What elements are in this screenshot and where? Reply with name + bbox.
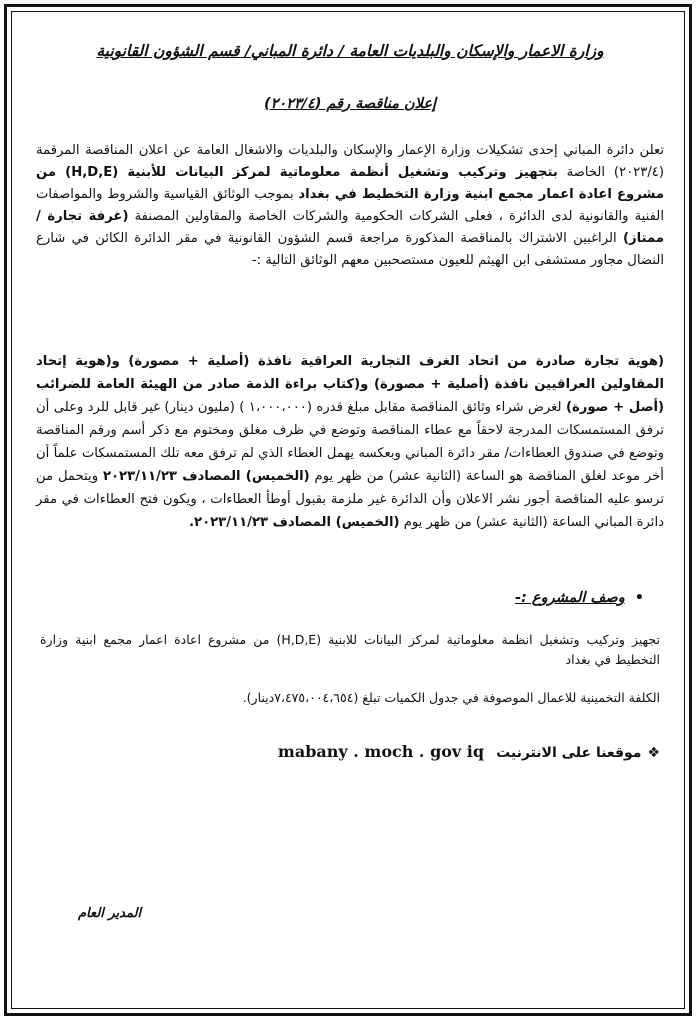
docs-bold-2: (الخميس) المصادف ٢٠٢٣/١١/٢٣ bbox=[102, 469, 310, 484]
docs-text-2: ويتحمل من ترسو عليه المناقصة أجور نشر الاعلان وأن الدائرة غير ملزمة بقبول أوطأ العطاءات ، ويكون فتح العطاءات في مقر دائرة المباني الساعة (الثانية عشر) من ظهر يوم bbox=[36, 469, 664, 530]
tender-title: إعلان مناقصة رقم (٢٠٢٣/٤) bbox=[263, 96, 437, 112]
docs-bold-3: (الخميس) المصادف ٢٠٢٣/١١/٢٣. bbox=[189, 515, 400, 530]
docs-text-1: لغرض شراء وثائق المناقصة مقابل مبلغ قدره (١،٠٠٠،٠٠٠ ) (مليون دينار) غير قابل للرد وعلى أن ترفق المستمسكات المدرجة لاحقاً مع عطاء المناقصة وتوضع في ظرف مغلق ومختوم مع ذكر أسم ورقم المناقصة وتوضع في صندوق العطاءات/ مقر دائرة المباني وبعكسه يهمل العطاء الذي لم ترفق معه تلك المستمسكات علماً أن أخر موعد لغلق المناقصة هو الساعة (الثانية عشر) من ظهر يوم bbox=[36, 400, 664, 484]
ministry-header: وزارة الاعمار والإسكان والبلديات العامة / دائرة المباني/ قسم الشؤون القانونية bbox=[96, 42, 604, 60]
intro-text-3: الراغبين الاشتراك بالمناقصة المذكورة مراجعة قسم الشؤون القانونية في مقر الدائرة الكائن في شارع النضال مجاور مستشفى ابن الهيثم للعيون مستصحبين معهم الوثائق التالية :- bbox=[36, 231, 664, 268]
website-url[interactable]: mabany . moch . gov iq bbox=[277, 742, 485, 761]
estimated-cost: الكلفة التخمينية للاعمال الموصوفة في جدول الكميات تبلغ (٧،٤٧٥،٠٠٤،٦٥٤دينار). bbox=[242, 690, 660, 705]
project-description: تجهيز وتركيب وتشغيل انظمة معلوماتية لمركز البيانات للابنية (H,D,E) من مشروع اعادة اعمار مجمع ابنية وزارة التخطيط في بغداد bbox=[40, 632, 660, 667]
intro-paragraph bbox=[36, 140, 664, 272]
website-label: موقعنا على الانترنيت bbox=[496, 745, 642, 761]
intro-bold-1: بتجهيز وتركيب وتشغيل أنظمة معلوماتية لمركز البيانات للأبنية (H,D,E) من مشروع اعادة اعمار مجمع ابنية وزارة التخطيط في بغداد bbox=[36, 165, 664, 202]
director-general-signature: المدير العام bbox=[78, 906, 142, 921]
website-line bbox=[278, 742, 660, 761]
intro-text-1: تعلن دائرة المباني إحدى تشكيلات وزارة الإعمار والإسكان والبلديات والاشغال العامة عن اعلان المناقصة المرقمة (٢٠٢٣/٤) الخاصة bbox=[36, 143, 664, 180]
intro-bold-2: (غرفة تجارة / ممتاز) bbox=[36, 209, 664, 246]
documents-paragraph bbox=[36, 350, 664, 534]
diamond-bullet-icon: ❖ bbox=[647, 745, 660, 761]
intro-text-2: بموجب الوثائق القياسية والشروط والمواصفات الفنية والقانونية لدى الدائرة ، فعلى الشركات الحكومية والشركات الخاصة والمقاولين المصنفة bbox=[36, 187, 664, 224]
project-description-heading: • وصف المشروع :- bbox=[515, 590, 644, 606]
docs-bold-1: (هوية تجارة صادرة من اتحاد الغرف التجارية العراقية نافذة (أصلية + مصورة) و(هوية إتحاد المقاولين العراقيين نافذة (أصلية + مصورة) و(كتاب براءة الذمة صادر من الهيئة العامة للضرائب (أصل + صورة) bbox=[36, 354, 664, 415]
